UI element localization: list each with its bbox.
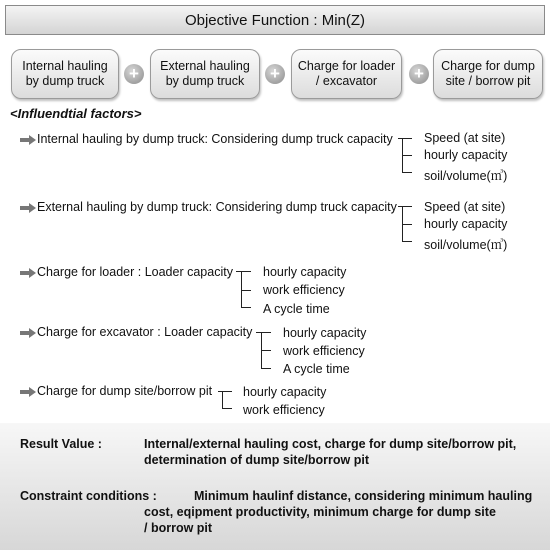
plus-icon: +: [265, 64, 285, 84]
bracket: [222, 391, 232, 409]
factor-item: soil/volume(㎥): [424, 238, 508, 252]
factor-item: Speed (at site): [424, 200, 506, 214]
result-label: Result Value :: [20, 437, 102, 451]
constraint-text-line: / borrow pit: [144, 521, 213, 535]
factor-item: A cycle time: [263, 302, 330, 316]
factor-item: hourly capacity: [424, 217, 508, 231]
constraint-text-line: cost, eqipment productivity, minimum charge for dump site: [144, 505, 496, 519]
factor-item: work efficiency: [263, 283, 345, 297]
factor-label: External hauling by dump truck: Considering dump truck capacity: [37, 200, 397, 214]
arrow-right-icon: [20, 203, 36, 213]
bracket-tick: [402, 155, 412, 156]
plus-icon: +: [409, 64, 429, 84]
factor-item: A cycle time: [283, 362, 350, 376]
component-loader-excavator: [291, 49, 402, 99]
arrow-right-icon: [20, 387, 36, 397]
arrow-right-icon: [20, 268, 36, 278]
factor-item: hourly capacity: [424, 148, 508, 162]
factor-label: Charge for excavator : Loader capacity: [37, 325, 253, 339]
constraint-label: Constraint conditions :: [20, 489, 157, 503]
component-label: Charge for loader / excavator: [297, 59, 396, 88]
component-label: Internal hauling by dump truck: [22, 59, 108, 88]
result-text-line: determination of dump site/borrow pit: [144, 453, 369, 467]
factor-item: hourly capacity: [283, 326, 367, 340]
component-label: External hauling by dump truck: [160, 59, 250, 88]
bracket-tick: [402, 224, 412, 225]
factor-item: hourly capacity: [263, 265, 347, 279]
plus-icon: +: [124, 64, 144, 84]
component-label: Charge for dump site / borrow pit: [441, 59, 535, 88]
bracket-tick: [241, 290, 251, 291]
factor-label: Charge for dump site/borrow pit: [37, 384, 213, 398]
constraint-text-line: Minimum haulinf distance, considering minimum hauling: [194, 489, 533, 503]
arrow-right-icon: [20, 328, 36, 338]
factor-item: soil/volume(㎥): [424, 169, 508, 183]
bracket-tick: [261, 350, 271, 351]
factor-item: work efficiency: [283, 344, 365, 358]
factor-label: Internal hauling by dump truck: Considering dump truck capacity: [37, 132, 393, 146]
component-internal-hauling: [11, 49, 119, 99]
objective-function-box: [5, 5, 545, 35]
factors-title: <Influendtial factors>: [10, 106, 142, 121]
factor-item: Speed (at site): [424, 131, 506, 145]
factor-label: Charge for loader : Loader capacity: [37, 265, 233, 279]
component-external-hauling: [150, 49, 260, 99]
arrow-right-icon: [20, 135, 36, 145]
objective-function-text: Objective Function : Min(Z): [184, 11, 366, 29]
result-text-line: Internal/external hauling cost, charge for dump site/borrow pit,: [144, 437, 517, 451]
component-dump-site: [433, 49, 543, 99]
factor-item: work efficiency: [243, 403, 325, 417]
factor-item: hourly capacity: [243, 385, 327, 399]
